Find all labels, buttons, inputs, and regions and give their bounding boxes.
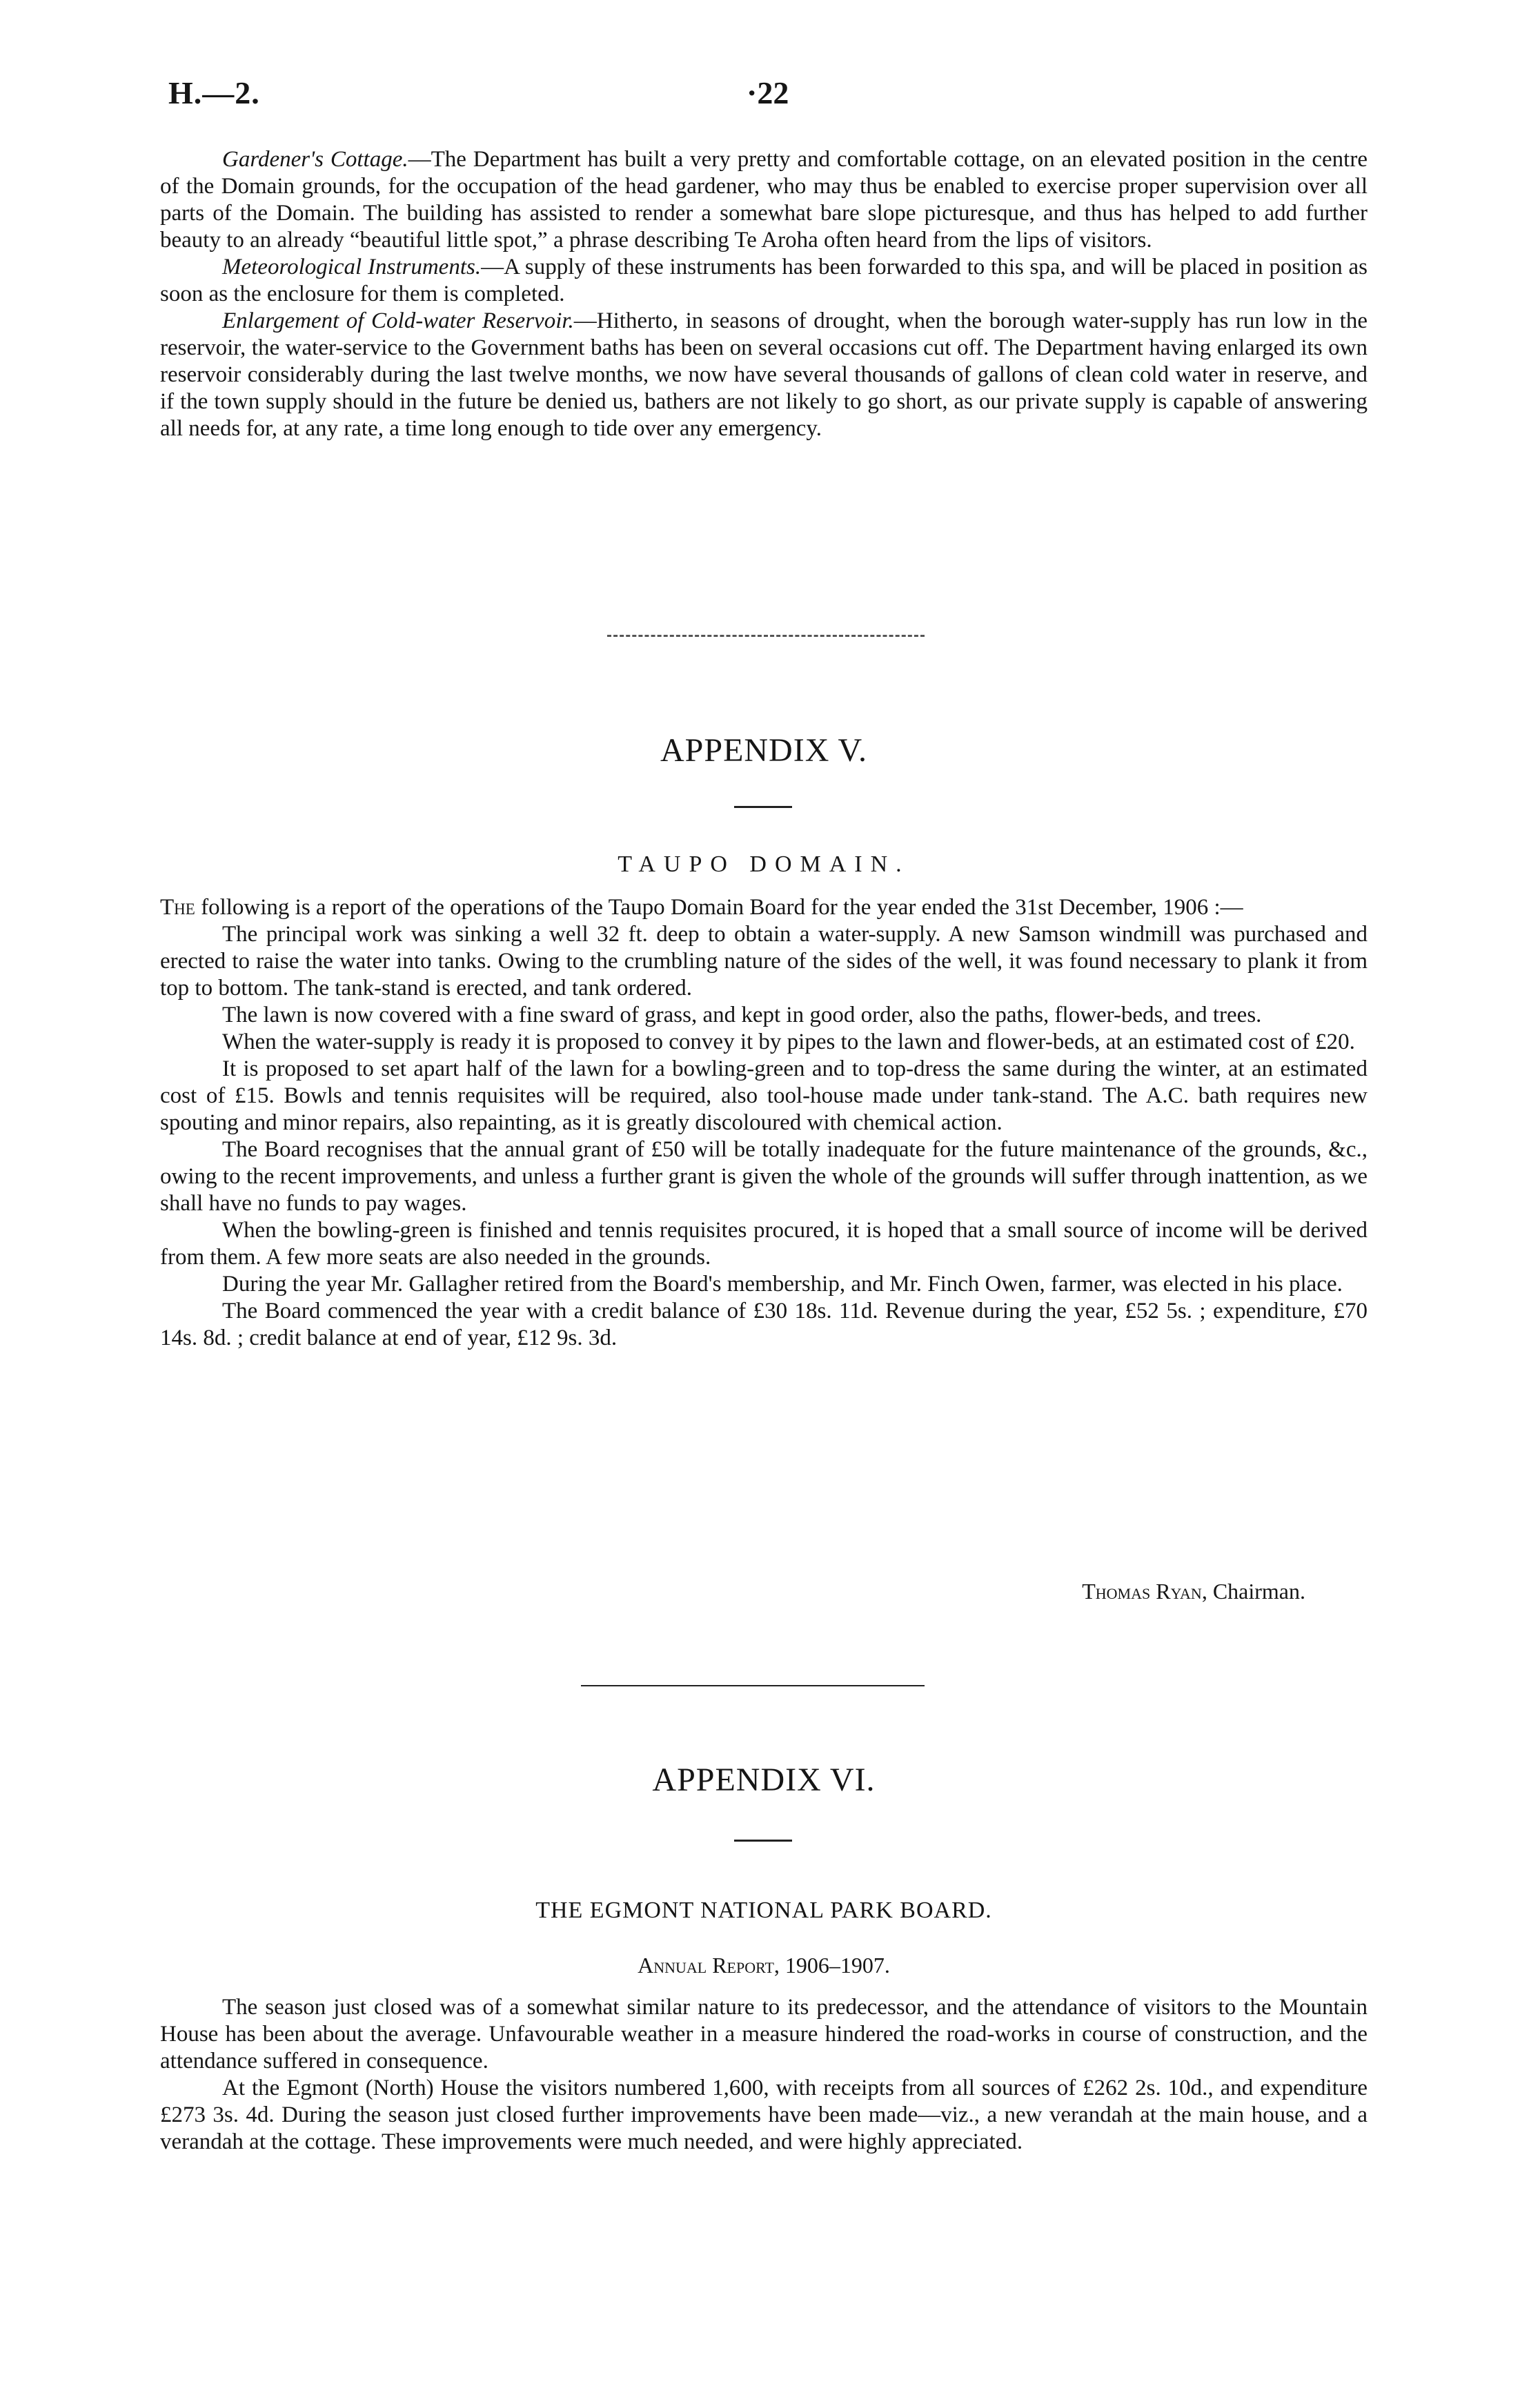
appendix-v-paragraph: The principal work was sinking a well 32 ft. deep to obtain a water-supply. A new Samson windmill was purchased and erected to raise the water into tanks. Owing to the crumbling nature of the sides of the well, it was found necessary to plank it from top to bottom. The tank-stand is erected, and tank ordered. xyxy=(160,922,1368,1001)
title-rule xyxy=(734,1840,792,1842)
meteor-text: —A supply of these instruments has been forwarded to this spa, and will be placed in position as soon as the enclosure for them is completed. xyxy=(160,255,1368,306)
meteor-title: Meteorological Instruments. xyxy=(222,255,482,279)
reservoir-title: Enlargement of Cold-water Reservoir. xyxy=(222,308,574,333)
appendix-vi-paragraph: The season just closed was of a somewhat similar nature to its predecessor, and the attendance of visitors to the Mountain House has been about the average. Unfavourable weather in a measure hindered the road-works in course of construction, and the attendance suffered in consequence. xyxy=(160,1995,1368,2073)
appendix-v-paragraph: The lawn is now covered with a fine sward of grass, and kept in good order, also the paths, flower-beds, and trees. xyxy=(222,1003,1262,1027)
top-section xyxy=(160,146,1368,442)
reservoir-text: —Hitherto, in seasons of drought, when the borough water-supply has run low in the reservoir, the water-service to the Government baths has been on several occasions cut off. The Department having enlarged its own reservoir considerably during the last twelve months, we now have several thousands of gallons of clean cold water in reserve, and if the town supply should in the future be denied us, bathers are not likely to go short, as our private supply is capable of answering all needs for, at any rate, a time long enough to tide over any emergency. xyxy=(160,308,1368,441)
appendix-v-paragraph: During the year Mr. Gallagher retired from the Board's membership, and Mr. Finch Owen, farmer, was elected in his place. xyxy=(222,1272,1343,1297)
gardener-paragraph xyxy=(160,146,1368,254)
meteor-paragraph xyxy=(160,254,1368,308)
intro-rest: following is a report of the operations of the Taupo Domain Board for the year ended the 31st December, 1906 :— xyxy=(195,895,1243,920)
series-code: H.—2. xyxy=(168,75,260,110)
appendix-v-paragraph: When the water-supply is ready it is proposed to convey it by pipes to the lawn and flower-beds, at an estimated cost of £20. xyxy=(222,1029,1355,1054)
signature-role: , Chairman. xyxy=(1201,1579,1305,1604)
appendix-v-paragraph: The Board recognises that the annual grant of £50 will be totally inadequate for the future maintenance of the grounds, &c., owing to the recent improvements, and unless a further grant is given the whole of the grounds will suffer through inattention, as we shall have no funds to pay wages. xyxy=(160,1137,1368,1216)
appendix-v-paragraph: It is proposed to set apart half of the lawn for a bowling-green and to top-dress the same during the winter, at an estimated cost of £15. Bowls and tennis requisites will be required, also tool-house made under tank-stand. The A.C. bath requires new spouting and minor repairs, also repainting, as it is greatly discoloured with chemical action. xyxy=(160,1056,1368,1135)
signature xyxy=(1082,1579,1305,1604)
appendix-v-paragraph: The Board commenced the year with a credit balance of £30 18s. 11d. Revenue during the year, £52 5s. ; expenditure, £70 14s. 8d. ; credit balance at end of year, £12 9s. 3d. xyxy=(160,1299,1368,1350)
gardener-title: Gardener's Cottage. xyxy=(222,147,408,172)
intro-lead: The xyxy=(160,895,195,920)
section-divider xyxy=(607,635,925,637)
signature-name: Thomas Ryan xyxy=(1082,1579,1202,1604)
title-rule xyxy=(734,806,792,808)
annual-report-label: Annual Report, 1906–1907. xyxy=(638,1953,890,1978)
reservoir-paragraph xyxy=(160,308,1368,442)
appendix-vi-subtitle: THE EGMONT NATIONAL PARK BOARD. xyxy=(535,1898,992,1923)
appendix-v-title: APPENDIX V. xyxy=(660,732,867,769)
page-number: ·22 xyxy=(747,75,789,110)
appendix-v-subtitle: TAUPO DOMAIN. xyxy=(618,851,910,877)
gardener-text: —The Department has built a very pretty and comfortable cottage, on an elevated position in the centre of the Domain grounds, for the occupation of the head gardener, who may thus be enabled to exercise proper supervision over all parts of the Domain. The building has assisted to render a somewhat bare slope picturesque, and thus has helped to add further beauty to an already “beautiful little spot,” a phrase describing Te Aroha often heard from the lips of visitors. xyxy=(160,147,1368,253)
appendix-v-paragraph: When the bowling-green is finished and tennis requisites procured, it is hoped that a small source of income will be derived from them. A few more seats are also needed in the grounds. xyxy=(160,1218,1368,1270)
appendix-v-intro xyxy=(160,894,1368,921)
appendix-v-body xyxy=(160,894,1368,1352)
appendix-vi-body xyxy=(160,1994,1368,2156)
appendix-vi-paragraph: At the Egmont (North) House the visitors numbered 1,600, with receipts from all sources of £262 2s. 10d., and expenditure £273 3s. 4d. During the season just closed further improvements have been made—viz., a new verandah at the main house, and a verandah at the cottage. These improvements were much needed, and were highly appreciated. xyxy=(160,2076,1368,2154)
appendix-vi-title: APPENDIX VI. xyxy=(652,1762,876,1798)
section-divider xyxy=(581,1685,925,1686)
